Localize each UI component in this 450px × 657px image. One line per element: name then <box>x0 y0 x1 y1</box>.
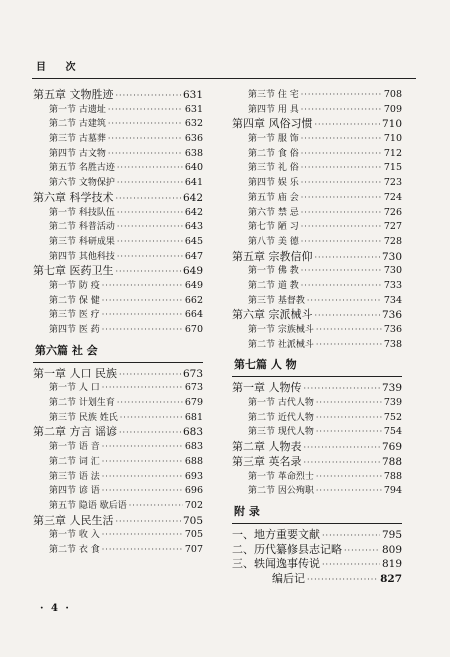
toc-dot-leader <box>301 191 382 206</box>
toc-entry-title: 第三章 人民生活 <box>33 513 114 527</box>
toc-section-entry <box>232 411 402 426</box>
toc-section-entry <box>33 484 203 499</box>
toc-section-entry <box>33 250 203 265</box>
toc-dot-leader <box>301 176 382 191</box>
toc-dot-leader <box>344 544 380 559</box>
toc-entry-page: 809 <box>381 543 402 556</box>
toc-entry-page: 683 <box>184 441 203 453</box>
toc-section-entry <box>232 161 402 176</box>
toc-entry-page: 649 <box>182 265 203 278</box>
toc-left-column <box>33 88 203 558</box>
toc-dot-leader <box>102 294 183 309</box>
toc-entry-title: 第一节 收 入 <box>49 530 100 541</box>
toc-dot-leader <box>316 396 382 411</box>
toc-entry-title: 第三节 古墓葬 <box>49 134 106 145</box>
toc-dot-leader <box>102 381 183 396</box>
toc-dot-leader <box>108 103 183 118</box>
toc-entry-page: 730 <box>383 265 402 277</box>
toc-section-entry <box>33 396 203 411</box>
toc-entry-page: 819 <box>381 558 402 571</box>
toc-section-entry <box>33 294 203 309</box>
toc-dot-leader <box>301 220 382 235</box>
toc-entry-title: 第四节 谚 语 <box>49 486 100 497</box>
toc-section-entry <box>232 396 402 411</box>
toc-dot-leader <box>108 132 183 147</box>
toc-section-entry <box>232 176 402 191</box>
toc-section-entry <box>232 132 402 147</box>
toc-section-entry <box>33 147 203 162</box>
toc-entry-page: 693 <box>184 470 203 482</box>
toc-section-entry <box>232 323 402 338</box>
toc-section-entry <box>232 294 402 309</box>
toc-entry-page: 632 <box>184 118 203 130</box>
toc-entry-page: 739 <box>383 397 402 409</box>
toc-dot-leader <box>304 441 380 456</box>
toc-entry-title: 第三节 现代人物 <box>248 427 314 438</box>
toc-section-entry <box>33 470 203 485</box>
toc-entry-title: 第三节 礼 俗 <box>248 163 299 174</box>
toc-dot-leader <box>102 484 183 499</box>
toc-section-entry <box>232 103 402 118</box>
toc-dot-leader <box>301 103 382 118</box>
toc-entry-page: 827 <box>380 572 402 585</box>
page-number: · 4 · <box>40 603 71 614</box>
toc-right-column <box>232 88 402 587</box>
toc-entry-title: 第五节 隐语 歇后语 <box>49 500 127 511</box>
toc-dot-leader <box>102 440 183 455</box>
toc-entry-page: 638 <box>184 147 203 159</box>
toc-dot-leader <box>301 279 382 294</box>
toc-entry-title: 第一节 科技队伍 <box>49 207 115 218</box>
toc-entry-page: 640 <box>184 162 203 174</box>
toc-entry-page: 683 <box>182 426 203 439</box>
toc-dot-leader <box>301 147 382 162</box>
toc-entry-page: 688 <box>184 455 203 467</box>
toc-chapter-entry <box>33 367 203 382</box>
toc-entry-title: 第二节 计划生育 <box>49 398 115 409</box>
toc-section-entry <box>33 411 203 426</box>
toc-entry-page: 728 <box>383 235 402 247</box>
toc-dot-leader <box>307 573 378 588</box>
toc-entry-title: 一、地方重要文献 <box>232 527 320 541</box>
toc-chapter-entry <box>232 381 402 396</box>
toc-chapter-entry <box>232 543 402 558</box>
toc-dot-leader <box>117 176 183 191</box>
toc-entry-page: 636 <box>184 133 203 145</box>
toc-dot-leader <box>116 89 181 104</box>
toc-section-entry <box>33 235 203 250</box>
toc-entry-page: 641 <box>184 177 203 189</box>
toc-section-entry <box>33 279 203 294</box>
toc-entry-page: 734 <box>383 294 402 306</box>
toc-entry-title: 第三节 医 疗 <box>49 310 100 321</box>
toc-entry-title: 二、历代纂修县志记略 <box>232 542 342 556</box>
toc-chapter-entry <box>232 528 402 543</box>
toc-dot-leader <box>315 251 380 266</box>
toc-entry-page: 647 <box>184 250 203 262</box>
toc-entry-title: 三、轶闻逸事传说 <box>232 557 320 571</box>
toc-entry-page: 662 <box>184 294 203 306</box>
toc-dot-leader <box>129 499 183 514</box>
toc-entry-title: 第六章 宗派械斗 <box>232 308 313 322</box>
toc-entry-page: 649 <box>184 279 203 291</box>
toc-section-entry <box>232 264 402 279</box>
toc-dot-leader <box>102 470 183 485</box>
toc-entry-title: 第四节 医 药 <box>49 325 100 335</box>
toc-section-entry <box>33 381 203 396</box>
toc-chapter-entry <box>232 308 402 323</box>
toc-section-entry <box>33 220 203 235</box>
toc-section-entry <box>33 117 203 132</box>
toc-dot-leader <box>108 147 183 162</box>
toc-entry-title: 第三章 英名录 <box>232 454 302 468</box>
toc-chapter-entry <box>33 514 203 529</box>
toc-entry-page: 769 <box>381 441 402 454</box>
toc-entry-page: 724 <box>383 191 402 203</box>
toc-entry-title: 第六节 文物保护 <box>49 178 115 189</box>
toc-entry-title: 编后记 <box>272 571 305 585</box>
toc-dot-leader <box>102 528 183 543</box>
toc-entry-page: 715 <box>383 162 402 174</box>
toc-entry-title: 第一节 防 疫 <box>49 280 100 291</box>
toc-chapter-entry <box>232 455 402 470</box>
toc-major-entry <box>232 572 402 587</box>
toc-entry-title: 第二节 社派械斗 <box>248 339 314 350</box>
toc-chapter-entry <box>33 425 203 440</box>
toc-chapter-entry <box>232 250 402 265</box>
toc-dot-leader <box>116 192 181 207</box>
toc-entry-page: 705 <box>182 514 203 527</box>
toc-entry-page: 727 <box>383 221 402 233</box>
toc-section-entry <box>232 235 402 250</box>
toc-part-heading: 第七篇 人 物 <box>232 352 402 377</box>
toc-entry-title: 第四章 风俗习惯 <box>232 117 313 131</box>
toc-section-entry <box>33 103 203 118</box>
toc-dot-leader <box>102 323 183 338</box>
toc-dot-leader <box>301 88 382 103</box>
toc-entry-title: 第四节 其他科技 <box>49 251 115 262</box>
toc-section-entry <box>33 323 203 338</box>
toc-section-entry <box>232 338 402 353</box>
toc-entry-page: 752 <box>383 411 402 423</box>
toc-entry-page: 710 <box>383 133 402 145</box>
toc-entry-title: 第三节 民族 姓氏 <box>49 412 118 423</box>
toc-section-entry <box>232 470 402 485</box>
toc-entry-title: 第一章 人口 民族 <box>33 366 117 380</box>
toc-dot-leader <box>117 250 183 265</box>
toc-dot-leader <box>117 220 183 235</box>
toc-entry-page: 730 <box>381 250 402 263</box>
toc-entry-page: 707 <box>184 543 203 555</box>
toc-entry-title: 第四节 用 具 <box>248 104 299 115</box>
toc-entry-title: 第一节 服 饰 <box>248 134 299 145</box>
toc-chapter-entry <box>232 117 402 132</box>
toc-entry-title: 第八节 美 德 <box>248 236 299 247</box>
toc-section-entry <box>33 206 203 221</box>
toc-entry-page: 795 <box>381 528 402 541</box>
toc-entry-page: 673 <box>182 367 203 380</box>
toc-entry-title: 第三节 科研成果 <box>49 236 115 247</box>
toc-chapter-entry <box>33 88 203 103</box>
toc-entry-page: 696 <box>184 485 203 497</box>
toc-entry-page: 709 <box>383 103 402 115</box>
toc-entry-title: 第一章 人物传 <box>232 381 302 395</box>
toc-entry-title: 第六章 科学技术 <box>33 190 114 204</box>
toc-dot-leader <box>117 161 183 176</box>
toc-dot-leader <box>301 235 382 250</box>
toc-entry-title: 第二节 保 健 <box>49 295 100 306</box>
toc-dot-leader <box>322 529 380 544</box>
toc-section-entry <box>33 308 203 323</box>
toc-dot-leader <box>117 235 183 250</box>
toc-entry-title: 第七章 医药卫生 <box>33 264 114 278</box>
toc-section-entry <box>33 161 203 176</box>
toc-entry-page: 788 <box>383 470 402 482</box>
toc-dot-leader <box>322 558 380 573</box>
toc-entry-page: 754 <box>383 426 402 438</box>
toc-entry-page: 739 <box>381 382 402 395</box>
toc-section-entry <box>232 279 402 294</box>
toc-entry-page: 679 <box>184 397 203 409</box>
toc-entry-page: 738 <box>383 338 402 350</box>
toc-entry-page: 708 <box>383 89 402 100</box>
toc-dot-leader <box>316 484 382 499</box>
toc-dot-leader <box>117 396 183 411</box>
toc-entry-page: 642 <box>182 191 203 204</box>
toc-entry-page: 645 <box>184 235 203 247</box>
toc-entry-title: 第三节 住 宅 <box>248 90 299 100</box>
toc-entry-title: 第二节 食 俗 <box>248 148 299 159</box>
toc-section-entry <box>232 220 402 235</box>
toc-dot-leader <box>304 456 380 471</box>
toc-dot-leader <box>307 294 382 309</box>
toc-entry-title: 第二节 因公殉职 <box>248 486 314 497</box>
toc-entry-title: 第五节 名胜古迹 <box>49 163 115 174</box>
toc-dot-leader <box>301 132 382 147</box>
toc-entry-title: 第一节 革命烈士 <box>248 471 314 482</box>
toc-entry-page: 642 <box>184 206 203 218</box>
toc-entry-title: 第四节 古文物 <box>49 148 106 159</box>
toc-entry-page: 681 <box>184 411 203 423</box>
toc-entry-title: 第三节 语 法 <box>49 471 100 482</box>
toc-entry-title: 第四节 娱 乐 <box>248 178 299 189</box>
toc-section-entry <box>232 191 402 206</box>
toc-dot-leader <box>301 161 382 176</box>
toc-dot-leader <box>102 308 183 323</box>
toc-dot-leader <box>316 470 382 485</box>
toc-section-entry <box>33 499 203 514</box>
toc-entry-title: 第三节 基督教 <box>248 295 305 306</box>
toc-part-heading: 第六篇 社 会 <box>33 338 203 363</box>
toc-dot-leader <box>116 515 181 530</box>
toc-dot-leader <box>315 118 380 133</box>
toc-entry-page: 788 <box>381 455 402 468</box>
toc-section-entry <box>33 132 203 147</box>
toc-entry-page: 702 <box>184 499 203 511</box>
header-label: 目 次 <box>36 62 84 73</box>
toc-section-entry <box>232 425 402 440</box>
toc-entry-title: 第五章 宗教信仰 <box>232 249 313 263</box>
toc-entry-title: 第二节 道 教 <box>248 280 299 291</box>
toc-section-entry <box>33 176 203 191</box>
toc-entry-page: 664 <box>184 309 203 321</box>
toc-dot-leader <box>116 265 181 280</box>
toc-section-entry <box>33 440 203 455</box>
header-rule <box>32 78 416 79</box>
toc-entry-title: 第五章 文物胜迹 <box>33 88 114 101</box>
toc-chapter-entry <box>33 264 203 279</box>
toc-entry-page: 710 <box>381 118 402 131</box>
toc-dot-leader <box>117 206 183 221</box>
toc-section-entry <box>232 484 402 499</box>
toc-entry-title: 第一节 佛 教 <box>248 266 299 277</box>
toc-entry-page: 736 <box>381 309 402 322</box>
toc-dot-leader <box>120 411 183 426</box>
toc-dot-leader <box>301 206 382 221</box>
toc-section-entry <box>33 543 203 558</box>
toc-entry-page: 670 <box>184 324 203 335</box>
toc-section-entry <box>33 455 203 470</box>
toc-chapter-entry <box>33 191 203 206</box>
toc-section-entry <box>33 528 203 543</box>
toc-entry-page: 794 <box>383 485 402 497</box>
toc-entry-title: 第一节 古遗址 <box>49 104 106 115</box>
toc-section-entry <box>232 206 402 221</box>
toc-dot-leader <box>301 264 382 279</box>
toc-entry-title: 第二节 词 汇 <box>49 456 100 467</box>
toc-entry-title: 第二节 科普活动 <box>49 222 115 233</box>
toc-dot-leader <box>316 323 382 338</box>
toc-section-entry <box>232 88 402 103</box>
toc-entry-page: 673 <box>184 382 203 394</box>
toc-entry-title: 第六节 禁 忌 <box>248 207 299 218</box>
toc-dot-leader <box>316 338 382 353</box>
toc-entry-page: 712 <box>383 147 402 159</box>
toc-entry-page: 631 <box>184 103 203 115</box>
toc-entry-page: 723 <box>383 177 402 189</box>
toc-entry-title: 第二章 方言 谣谚 <box>33 425 117 439</box>
toc-entry-title: 第七节 陋 习 <box>248 222 299 233</box>
toc-dot-leader <box>102 543 183 558</box>
toc-dot-leader <box>108 117 183 132</box>
toc-entry-title: 第二节 古建筑 <box>49 119 106 130</box>
toc-section-entry <box>232 147 402 162</box>
toc-dot-leader <box>316 411 382 426</box>
toc-entry-page: 631 <box>182 89 203 101</box>
toc-entry-title: 第五节 庙 会 <box>248 192 299 203</box>
toc-entry-title: 第二节 衣 食 <box>49 544 100 555</box>
toc-dot-leader <box>102 279 183 294</box>
toc-entry-title: 第一节 人 口 <box>49 383 100 394</box>
toc-dot-leader <box>102 455 183 470</box>
toc-entry-page: 736 <box>383 324 402 335</box>
toc-chapter-entry <box>232 557 402 572</box>
toc-entry-page: 726 <box>383 206 402 218</box>
toc-entry-title: 第二章 人物表 <box>232 440 302 454</box>
toc-dot-leader <box>119 368 181 383</box>
toc-entry-page: 643 <box>184 221 203 233</box>
toc-chapter-entry <box>232 440 402 455</box>
toc-entry-page: 705 <box>184 529 203 541</box>
toc-dot-leader <box>304 382 380 397</box>
toc-entry-title: 第二节 近代人物 <box>248 412 314 423</box>
toc-dot-leader <box>315 309 380 324</box>
toc-entry-title: 第一节 古代人物 <box>248 398 314 409</box>
toc-entry-title: 第一节 语 音 <box>49 442 100 453</box>
toc-dot-leader <box>119 426 181 441</box>
toc-dot-leader <box>316 425 382 440</box>
toc-part-heading: 附 录 <box>232 499 402 524</box>
toc-entry-page: 733 <box>383 279 402 291</box>
toc-entry-title: 第一节 宗族械斗 <box>248 325 314 335</box>
